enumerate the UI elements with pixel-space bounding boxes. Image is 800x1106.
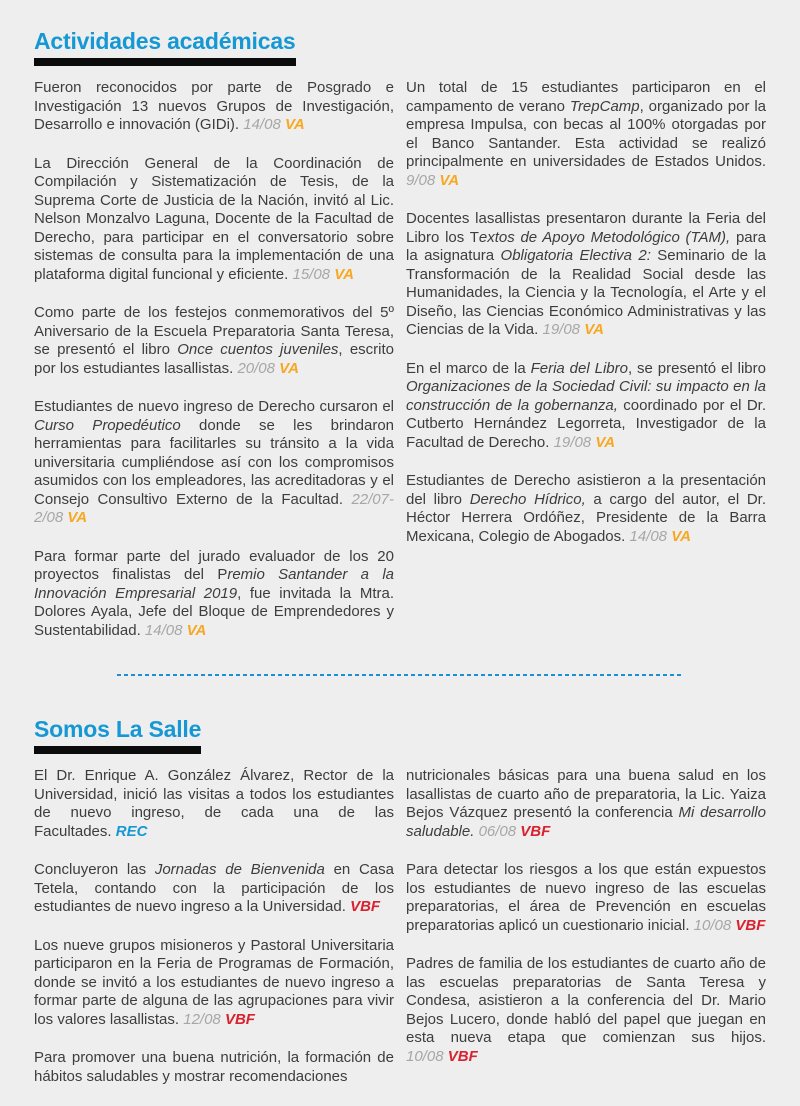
text-run: coordinado por el Dr. Cutberto Hernández Legorreta, Investigador de la Facultad de Derecho. bbox=[406, 396, 766, 451]
date-label: 22/07-2/08 bbox=[34, 490, 394, 526]
text-run: Organizaciones de la Sociedad Civil: su impacto en la construcción de la gobernanza, bbox=[406, 378, 766, 414]
text-run: Estudiantes de nuevo ingreso de Derecho cursaron el bbox=[34, 398, 394, 415]
source-tag: VA bbox=[671, 527, 691, 545]
text-run: Mi desarrollo saludable. bbox=[406, 804, 766, 840]
source-tag: VBF bbox=[447, 1047, 478, 1065]
heading-underline-bar bbox=[34, 58, 296, 66]
source-tag: REC bbox=[115, 822, 148, 840]
date-label: 14/08 bbox=[629, 527, 668, 545]
text-run: a cargo del autor, el Dr. Héctor Herrera Ordóñez, Presidente de la Barra Mexicana, Colegio de Abogados. bbox=[406, 490, 766, 545]
text-column bbox=[406, 79, 766, 660]
text-run: , se presentó el libro bbox=[627, 359, 766, 377]
text-run: El Dr. Enrique A. González Álvarez, Rector de la Universidad, inició las visitas a todos los estudiantes de nuevo ingreso, de cada una de las Facultades. bbox=[34, 767, 394, 840]
text-run: Para promover una buena nutrición, la formación de hábitos saludables y mostrar recomendaciones bbox=[34, 1049, 394, 1085]
source-tag: VA bbox=[439, 171, 460, 189]
date-label: 12/08 bbox=[183, 1010, 221, 1028]
text-run: Jornadas de Bienvenida bbox=[154, 861, 325, 878]
news-item bbox=[406, 210, 766, 340]
news-item bbox=[34, 861, 394, 917]
text-column bbox=[34, 767, 394, 1106]
section-somos-la-salle bbox=[34, 716, 766, 1106]
text-run: Feria del Libro bbox=[530, 359, 628, 377]
news-item bbox=[34, 1049, 394, 1086]
text-run: Curso Propedéutico bbox=[34, 416, 181, 434]
text-run: Los nueve grupos misioneros y Pastoral Universitaria participaron en la Feria de Programas de Formación, donde se invitó a los estudiantes de nuevo ingreso a formar parte de alguna de las agrupaciones para vivir los valores lasallistas. bbox=[34, 936, 394, 1028]
section-heading-block bbox=[34, 28, 296, 66]
text-run: extos de Apoyo Metodológico (TAM), bbox=[478, 228, 731, 246]
news-item bbox=[406, 955, 766, 1066]
news-item bbox=[34, 155, 394, 285]
text-run: , escrito por los estudiantes lasallistas. bbox=[34, 341, 395, 377]
news-item bbox=[34, 548, 394, 641]
text-run: Padres de familia de los estudiantes de cuarto año de las escuelas preparatorias de Santa Teresa y Condesa, asistieron a la conferencia del Dr. Mario Bejos Lucero, donde habló del papel que juegan en esta nueva etapa que comienzan sus hijos. bbox=[406, 955, 766, 1046]
date-label: 10/08 bbox=[406, 1047, 444, 1065]
source-tag: VA bbox=[595, 433, 616, 451]
text-run: TrepCamp bbox=[569, 97, 640, 115]
date-label: 06/08 bbox=[478, 822, 517, 840]
news-item bbox=[406, 472, 766, 546]
text-run: para la asignatura bbox=[406, 228, 766, 264]
source-tag: VA bbox=[334, 265, 354, 283]
source-tag: VA bbox=[284, 116, 305, 133]
text-run: remio Santander a la Innovación Empresarial 2019 bbox=[34, 566, 395, 602]
news-item bbox=[406, 861, 766, 935]
text-run: en Casa Tetela, contando con la participación de los estudiantes de nuevo ingreso a la Universidad. bbox=[34, 861, 394, 915]
text-run: Once cuentos juveniles bbox=[177, 341, 339, 358]
text-run: donde se les brindaron herramientas para facilitarles su tránsito a la vida universitaria cumpliéndose así con los compromisos asumidos con los empleadores, las acreditadoras y el Consejo Consultivo Externo de la Facultad. bbox=[34, 416, 395, 508]
text-run: Obligatoria Electiva 2: bbox=[500, 247, 651, 264]
section-heading-block bbox=[34, 716, 201, 754]
date-label: 15/08 bbox=[292, 265, 331, 283]
text-column bbox=[406, 767, 766, 1106]
text-run: , organizado por la empresa Impulsa, con becas al 100% otorgadas por el Banco Santander. Esta actividad se realizó principalmente en universidades de Estados Unidos. bbox=[406, 97, 767, 170]
source-tag: VBF bbox=[520, 822, 551, 840]
news-item bbox=[34, 937, 394, 1030]
text-run: Para detectar los riesgos a los que están expuestos los estudiantes de nuevo ingreso de las escuelas preparatorias, el área de Prevención en escuelas preparatorias aplicó un cuestionario inicial. bbox=[406, 861, 766, 934]
news-item bbox=[406, 360, 766, 453]
heading-underline-bar bbox=[34, 746, 201, 754]
source-tag: VA bbox=[186, 621, 207, 639]
text-run: Para formar parte del jurado evaluador de los 20 proyectos finalistas del P bbox=[34, 547, 394, 583]
text-column bbox=[34, 79, 394, 660]
text-run: nutricionales básicas para una buena salud en los lasallistas de cuarto año de preparatoria, la Lic. Yaiza Bejos Vázquez presentó la conferencia bbox=[406, 767, 766, 821]
date-label: 19/08 bbox=[542, 321, 581, 338]
text-run: Concluyeron las bbox=[34, 861, 155, 878]
text-run: , fue invitada la Mtra. Dolores Ayala, Jefe del Bloque de Emprendedores y Sustentabilidad. bbox=[34, 584, 394, 639]
date-label: 14/08 bbox=[144, 621, 183, 639]
news-item bbox=[34, 767, 394, 841]
source-tag: VA bbox=[584, 321, 604, 338]
source-tag: VA bbox=[279, 359, 299, 377]
text-run: Como parte de los festejos conmemorativos del 5º Aniversario de la Escuela Preparatoria Santa Teresa, se presentó el libro bbox=[34, 304, 394, 358]
date-label: 9/08 bbox=[406, 171, 436, 189]
source-tag: VBF bbox=[224, 1010, 255, 1028]
section-actividades-academicas bbox=[34, 28, 766, 660]
text-columns bbox=[34, 767, 766, 1106]
news-item bbox=[406, 767, 766, 841]
text-run: Derecho Hídrico, bbox=[469, 490, 586, 508]
text-run: Fueron reconocidos por parte de Posgrado e Investigación 13 nuevos Grupos de Investigación, Desarrollo e innovación (GIDi). bbox=[34, 79, 394, 133]
text-run: En el marco de la bbox=[406, 359, 531, 377]
date-label: 20/08 bbox=[237, 359, 275, 377]
news-item bbox=[34, 398, 394, 528]
news-item bbox=[34, 304, 394, 378]
source-tag: VBF bbox=[735, 916, 766, 934]
date-label: 10/08 bbox=[693, 916, 732, 934]
text-run: La Dirección General de la Coordinación de Compilación y Sistematización de Tesis, de la Suprema Corte de Justicia de la Nación, invitó al Lic. Nelson Monzalvo Laguna, Docente de la Facultad de Derecho, para participar en el conversatorio sobre sistemas de consulta para la implementación de una plataforma digital funcional y eficiente. bbox=[34, 154, 394, 283]
section-title: Actividades académicas bbox=[34, 28, 296, 54]
source-tag: VBF bbox=[350, 898, 381, 915]
text-run: Un total de 15 estudiantes participaron en el campamento de verano bbox=[406, 79, 766, 115]
date-label: 19/08 bbox=[553, 433, 592, 451]
section-title: Somos La Salle bbox=[34, 716, 202, 742]
section-divider-dashed-line bbox=[117, 674, 683, 676]
date-label: 14/08 bbox=[243, 116, 281, 133]
news-item bbox=[406, 79, 766, 190]
text-run: Seminario de la Transformación de la Realidad Social desde las Humanidades, la Ciencia y la Tecnología, el Arte y el Diseño, las Ciencias Económico Administrativas y las Ciencias de la Vida. bbox=[406, 247, 766, 338]
text-run: Estudiantes de Derecho asistieron a la presentación del libro bbox=[406, 472, 766, 508]
source-tag: VA bbox=[67, 509, 88, 526]
text-run: Docentes lasallistas presentaron durante la Feria del Libro los T bbox=[406, 210, 766, 246]
text-columns bbox=[34, 79, 766, 660]
news-item bbox=[34, 79, 394, 135]
